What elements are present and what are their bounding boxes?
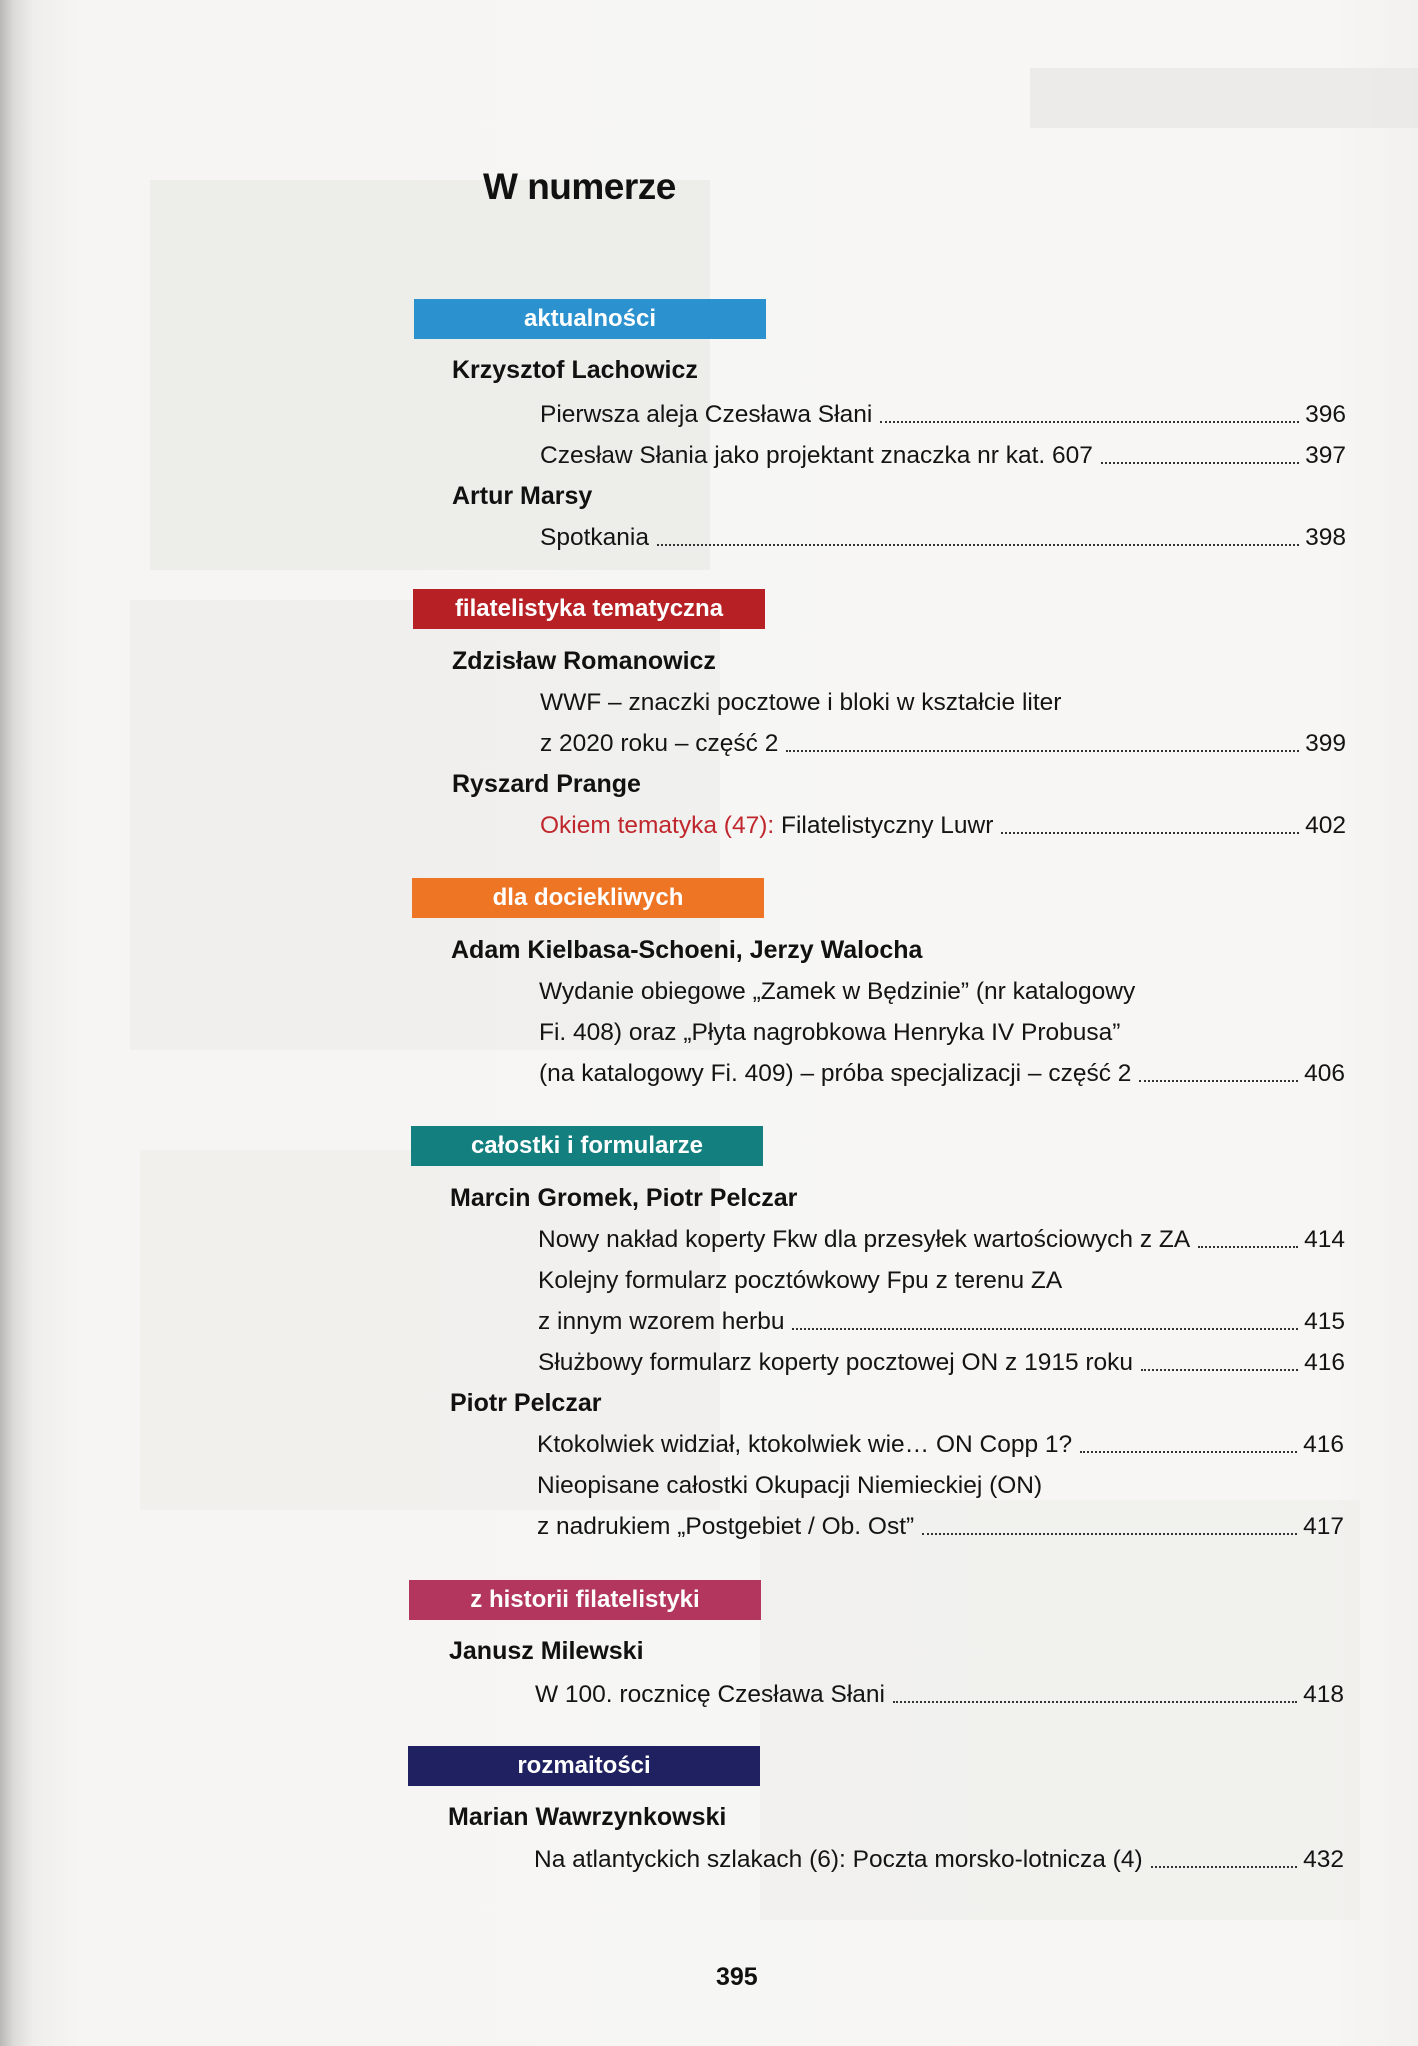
- entry-page-number: 417: [1303, 1513, 1344, 1540]
- entry-page-number: 406: [1304, 1060, 1345, 1087]
- dot-leader: [657, 543, 1299, 546]
- entry-title: z innym wzorem herbu: [538, 1308, 785, 1335]
- author-name: Piotr Pelczar: [450, 1389, 602, 1417]
- toc-entry[interactable]: [540, 811, 1346, 841]
- entry-page-number: 416: [1304, 1349, 1345, 1376]
- entry-title: Ktokolwiek widział, ktokolwiek wie… ON Copp 1?: [537, 1431, 1073, 1458]
- entry-title: Na atlantyckich szlakach (6): Poczta morsko-lotnicza (4): [534, 1846, 1143, 1873]
- author-name: Artur Marsy: [452, 482, 593, 510]
- dot-leader: [1101, 461, 1299, 464]
- dot-leader: [1001, 831, 1299, 834]
- dot-leader: [786, 749, 1299, 752]
- section-banner-aktualnosci: aktualności: [414, 299, 766, 339]
- entry-page-number: 414: [1304, 1226, 1345, 1253]
- toc-entry[interactable]: [540, 400, 1346, 430]
- dot-leader: [893, 1700, 1297, 1703]
- entry-title: Kolejny formularz pocztówkowy Fpu z terenu ZA: [538, 1267, 1063, 1294]
- entry-page-number: 397: [1305, 442, 1346, 469]
- entry-title: Służbowy formularz koperty pocztowej ON z 1915 roku: [538, 1349, 1134, 1376]
- toc-entry[interactable]: [534, 1845, 1344, 1875]
- toc-entry[interactable]: [540, 523, 1346, 553]
- dot-leader: [922, 1532, 1297, 1535]
- entry-title: Spotkania: [540, 524, 649, 551]
- dot-leader: [792, 1327, 1298, 1330]
- toc-entry[interactable]: [537, 1512, 1344, 1542]
- entry-page-number: 398: [1305, 524, 1346, 551]
- dot-leader: [880, 420, 1299, 423]
- toc-entry[interactable]: [538, 1225, 1345, 1255]
- entry-page-number: 432: [1303, 1846, 1344, 1873]
- section-banner-rozmaitosci: rozmaitości: [408, 1746, 760, 1786]
- page-number: 395: [716, 1963, 758, 1991]
- author-name: Krzysztof Lachowicz: [452, 356, 698, 384]
- entry-title: Wydanie obiegowe „Zamek w Będzinie” (nr katalogowy: [539, 978, 1136, 1005]
- entry-page-number: 399: [1305, 730, 1346, 757]
- entry-page-number: 396: [1305, 401, 1346, 428]
- author-name: Zdzisław Romanowicz: [452, 647, 716, 675]
- toc-entry[interactable]: [540, 441, 1346, 471]
- dot-leader: [1139, 1079, 1298, 1082]
- toc-entry-line[interactable]: [540, 688, 1346, 718]
- toc-entry[interactable]: [538, 1307, 1345, 1337]
- entry-title: Nieopisane całostki Okupacji Niemieckiej (ON): [537, 1472, 1043, 1499]
- entry-title: Pierwsza aleja Czesława Słani: [540, 401, 873, 428]
- entry-page-number: 418: [1303, 1681, 1344, 1708]
- section-banner-dla-dociekliwych: dla dociekliwych: [412, 878, 764, 918]
- entry-title: z 2020 roku – część 2: [540, 730, 779, 757]
- toc-entry-line[interactable]: [537, 1471, 1344, 1501]
- toc-entry[interactable]: [538, 1348, 1345, 1378]
- section-banner-calostki-i-formularze: całostki i formularze: [411, 1126, 763, 1166]
- bleed-through-header-strip: [1030, 68, 1418, 128]
- entry-title: WWF – znaczki pocztowe i bloki w kształcie liter: [540, 689, 1062, 716]
- entry-page-number: 402: [1305, 812, 1346, 839]
- entry-title: (na katalogowy Fi. 409) – próba specjalizacji – część 2: [539, 1060, 1132, 1087]
- author-name: Ryszard Prange: [452, 770, 641, 798]
- entry-page-number: 415: [1304, 1308, 1345, 1335]
- toc-entry[interactable]: [540, 729, 1346, 759]
- author-name: Marcin Gromek, Piotr Pelczar: [450, 1184, 798, 1212]
- dot-leader: [1080, 1450, 1297, 1453]
- entry-title: Filatelistyczny Luwr: [781, 812, 994, 839]
- author-name: Adam Kielbasa-Schoeni, Jerzy Walocha: [451, 936, 923, 964]
- dot-leader: [1141, 1368, 1298, 1371]
- section-banner-filatelistyka-tematyczna: filatelistyka tematyczna: [413, 589, 765, 629]
- author-name: Marian Wawrzynkowski: [448, 1803, 727, 1831]
- author-name: Janusz Milewski: [449, 1637, 644, 1665]
- entry-page-number: 416: [1303, 1431, 1344, 1458]
- section-banner-z-historii-filatelistyki: z historii filatelistyki: [409, 1580, 761, 1620]
- toc-entry-line[interactable]: [538, 1266, 1345, 1296]
- entry-title: Czesław Słania jako projektant znaczka nr kat. 607: [540, 442, 1093, 469]
- toc-entry[interactable]: [537, 1430, 1344, 1460]
- dot-leader: [1198, 1245, 1298, 1248]
- page-title: W numerze: [483, 166, 676, 207]
- dot-leader: [1151, 1865, 1297, 1868]
- toc-entry-line[interactable]: [539, 977, 1345, 1007]
- toc-entry-line[interactable]: [539, 1018, 1345, 1048]
- column-prefix: Okiem tematyka (47):: [540, 812, 775, 839]
- entry-title: Nowy nakład koperty Fkw dla przesyłek wartościowych z ZA: [538, 1226, 1191, 1253]
- entry-title: W 100. rocznicę Czesława Słani: [535, 1681, 885, 1708]
- toc-entry[interactable]: [539, 1059, 1345, 1089]
- entry-title-group: [540, 811, 993, 841]
- entry-title: Fi. 408) oraz „Płyta nagrobkowa Henryka IV Probusa”: [539, 1019, 1121, 1046]
- toc-entry[interactable]: [535, 1680, 1344, 1710]
- entry-title: z nadrukiem „Postgebiet / Ob. Ost”: [537, 1513, 915, 1540]
